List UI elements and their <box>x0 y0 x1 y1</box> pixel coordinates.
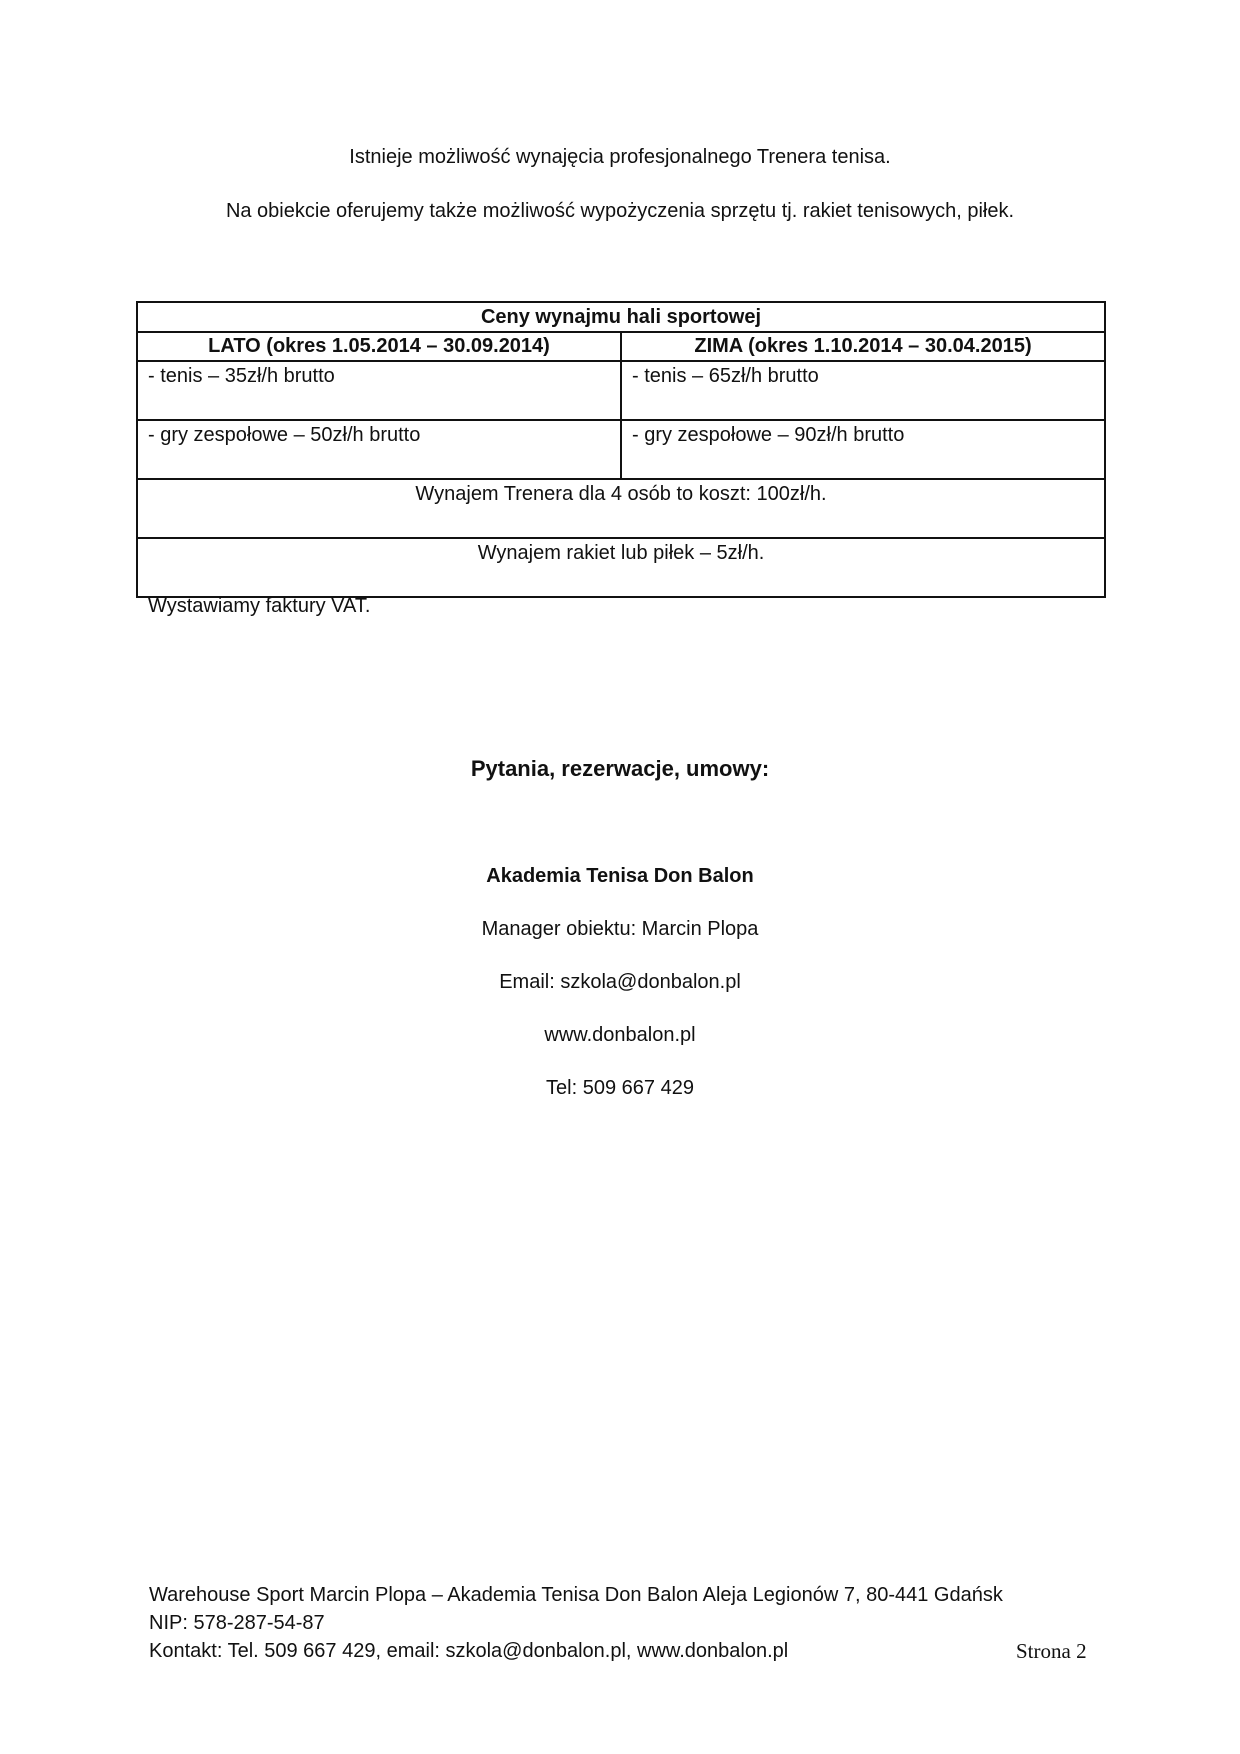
manager-line: Manager obiektu: Marcin Plopa <box>481 918 759 940</box>
phone-line: Tel: 509 667 429 <box>546 1077 694 1099</box>
table-row <box>137 420 1105 479</box>
email-line: Email: szkola@donbalon.pl <box>499 971 741 993</box>
vat-invoice-note: Wystawiamy faktury VAT. <box>148 595 371 617</box>
winter-tennis-price: - tenis – 65zł/h brutto <box>621 361 1105 420</box>
intro-equipment-line: Na obiekcie oferujemy także możliwość wypożyczenia sprzętu tj. rakiet tenisowych, piłek. <box>225 200 1015 222</box>
table-row <box>137 479 1105 538</box>
price-table <box>136 301 1106 598</box>
table-row <box>137 361 1105 420</box>
price-table-header-row <box>137 332 1105 361</box>
website-line: www.donbalon.pl <box>544 1024 696 1046</box>
trainer-cost-note: Wynajem Trenera dla 4 osób to koszt: 100zł/h. <box>137 479 1105 538</box>
organization-name: Akademia Tenisa Don Balon <box>486 865 754 887</box>
footer-address: Warehouse Sport Marcin Plopa – Akademia Tenisa Don Balon Aleja Legionów 7, 80-441 Gdańsk <box>149 1584 1003 1606</box>
intro-trainer-line: Istnieje możliwość wynajęcia profesjonalnego Trenera tenisa. <box>349 146 891 168</box>
summer-season-header: LATO (okres 1.05.2014 – 30.09.2014) <box>137 332 621 361</box>
summer-team-games-price: - gry zespołowe – 50zł/h brutto <box>137 420 621 479</box>
summer-tennis-price: - tenis – 35zł/h brutto <box>137 361 621 420</box>
footer-nip: NIP: 578-287-54-87 <box>149 1612 325 1634</box>
equipment-rental-note: Wynajem rakiet lub piłek – 5zł/h. <box>137 538 1105 597</box>
winter-team-games-price: - gry zespołowe – 90zł/h brutto <box>621 420 1105 479</box>
footer-contact: Kontakt: Tel. 509 667 429, email: szkola@donbalon.pl, www.donbalon.pl <box>149 1640 789 1662</box>
table-row <box>137 538 1105 597</box>
contact-heading: Pytania, rezerwacje, umowy: <box>470 756 770 781</box>
price-table-title: Ceny wynajmu hali sportowej <box>137 302 1105 332</box>
page-number: Strona 2 <box>1016 1639 1087 1663</box>
price-table-title-row <box>137 302 1105 332</box>
winter-season-header: ZIMA (okres 1.10.2014 – 30.04.2015) <box>621 332 1105 361</box>
